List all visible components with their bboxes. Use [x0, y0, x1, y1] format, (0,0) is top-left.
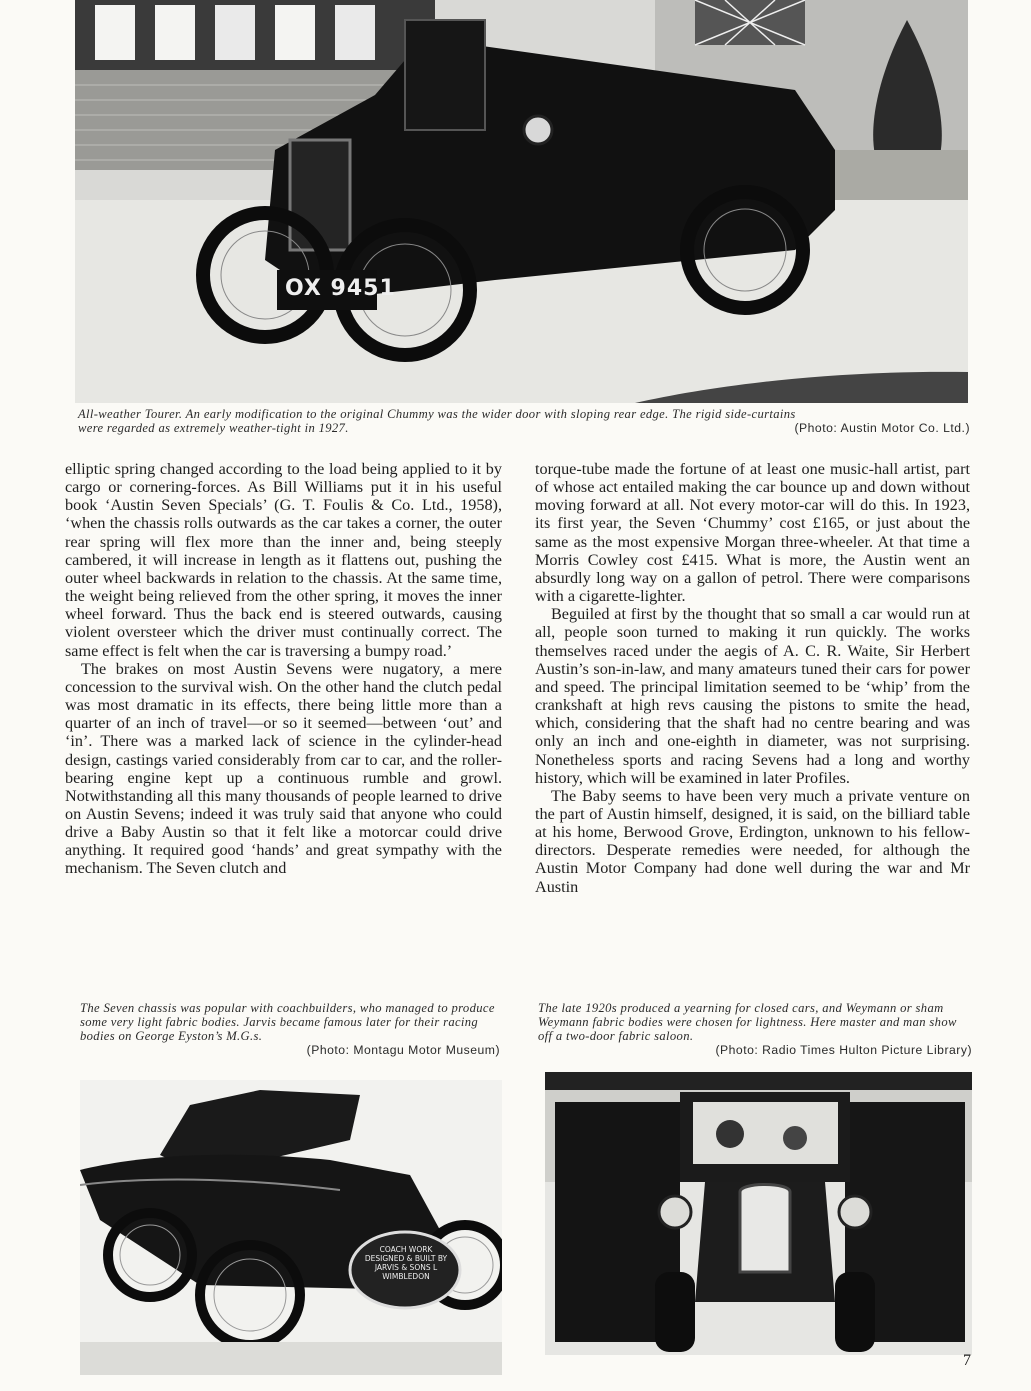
left-caption-text: The Seven chassis was popular with coachbuilders, who managed to produce some very light fabric bodies. Jarvis became famous later for their racing bodies on George Eyston’s M.G.s.: [80, 1001, 495, 1043]
left-photo-caption: [80, 1001, 500, 1057]
coachwork-badge: COACH WORK DESIGNED & BUILT BY JARVIS & SONS L WIMBLEDON: [364, 1245, 448, 1281]
left-paragraph-2: The brakes on most Austin Sevens were nugatory, a mere concession to the survival wish. On the other hand the clutch pedal was most dramatic in its effects, there being little more than a quarter of an inch of travel—or so it seemed—between ‘out’ and ‘in’. There was a marked lack of science in the cylinder-head design, castings varied considerably from car to car, and the roller-bearing engine kept up a continuous rumble and growl. Notwithstanding all this many thousands of people learned to drive on Austin Sevens; indeed it was truly said that anyone who could drive a Baby Austin so that it felt like a motorcar could drive anything. It required good ‘hands’ and great sympathy with the mechanism. The Seven clutch and: [65, 659, 502, 878]
left-paragraph-1: elliptic spring changed according to the load being applied to it by cargo or cornering-forces. As Bill Williams put it in his useful book ‘Austin Seven Specials’ (G. T. Foulis & Co. Ltd., 1958), ‘when the chassis rolls outwards as the car takes a corner, the outer rear spring will flex more than the inner and, being steeply cambered, it will increase in length as it flattens out, pushing the outer wheel backwards in relation to the chassis. At the same time, the weight being relieved from the other spring, it moves the inner wheel forward. Thus the back end is steered outwards, causing violent oversteer which the driver must continually correct. The same effect is felt when the car is traversing a bumpy road.’: [65, 460, 502, 660]
right-paragraph-1: torque-tube made the fortune of at least one music-hall artist, part of whose act entailed making the car bounce up and down without moving forward at all. Not every motor-car will do this. In 1923, its first year, the Seven ‘Chummy’ cost £165, or just about the same as the most expensive Morgan three-wheeler. At that time a Morris Cowley cost £415. What is more, the Austin went an absurdly long way on a gallon of petrol. There were comparisons with a cigarette-lighter.: [535, 460, 970, 606]
right-caption-credit: (Photo: Radio Times Hulton Picture Library): [715, 1043, 972, 1057]
right-paragraph-2: Beguiled at first by the thought that so small a car would run at all, people soon turned to making it run quickly. The works themselves raced under the aegis of A. C. R. Waite, Sir Herbert Austin’s son-in-law, and many amateurs tuned their cars for power and speed. The principal limitation seemed to be ‘whip’ from the crankshaft at high revs causing the pistons to smite the head, which, considering that the shaft had no centre bearing and was only an inch and one-eighth in diameter, was not surprising. Nonetheless sports and racing Sevens had a long and worthy history, which will be examined in later Profiles.: [535, 605, 970, 787]
photo-jarvis-coachwork: [80, 1080, 502, 1375]
right-paragraph-3: The Baby seems to have been very much a private venture on the part of Austin himself, designed, it is said, on the billiard table at his home, Berwood Grove, Erdington, unknown to his fellow-directors. Desperate remedies were needed, for although the Austin Motor Company had done well during the war and Mr Austin: [535, 786, 970, 896]
right-caption-text: The late 1920s produced a yearning for closed cars, and Weymann or sham Weymann fabric bodies were chosen for lightness. Here master and man show off a two-door fabric saloon.: [538, 1001, 957, 1043]
page-number: 7: [963, 1352, 971, 1369]
photo-weymann-saloon: [545, 1072, 972, 1355]
number-plate-text: OX 9451: [285, 276, 396, 301]
top-caption-line2: were regarded as extremely weather-tight in 1927.: [78, 421, 349, 435]
right-photo-caption: [538, 1001, 972, 1057]
top-photo-caption: [78, 407, 970, 435]
left-caption-credit: (Photo: Montagu Motor Museum): [306, 1043, 500, 1057]
article-column-right: [535, 460, 970, 896]
top-caption-line1: All-weather Tourer. An early modification to the original Chummy was the wider door with sloping rear edge. The rigid side-curtains: [78, 407, 796, 421]
top-caption-credit: (Photo: Austin Motor Co. Ltd.): [794, 421, 970, 435]
article-column-left: [65, 460, 502, 878]
photo-all-weather-tourer: [75, 0, 968, 403]
